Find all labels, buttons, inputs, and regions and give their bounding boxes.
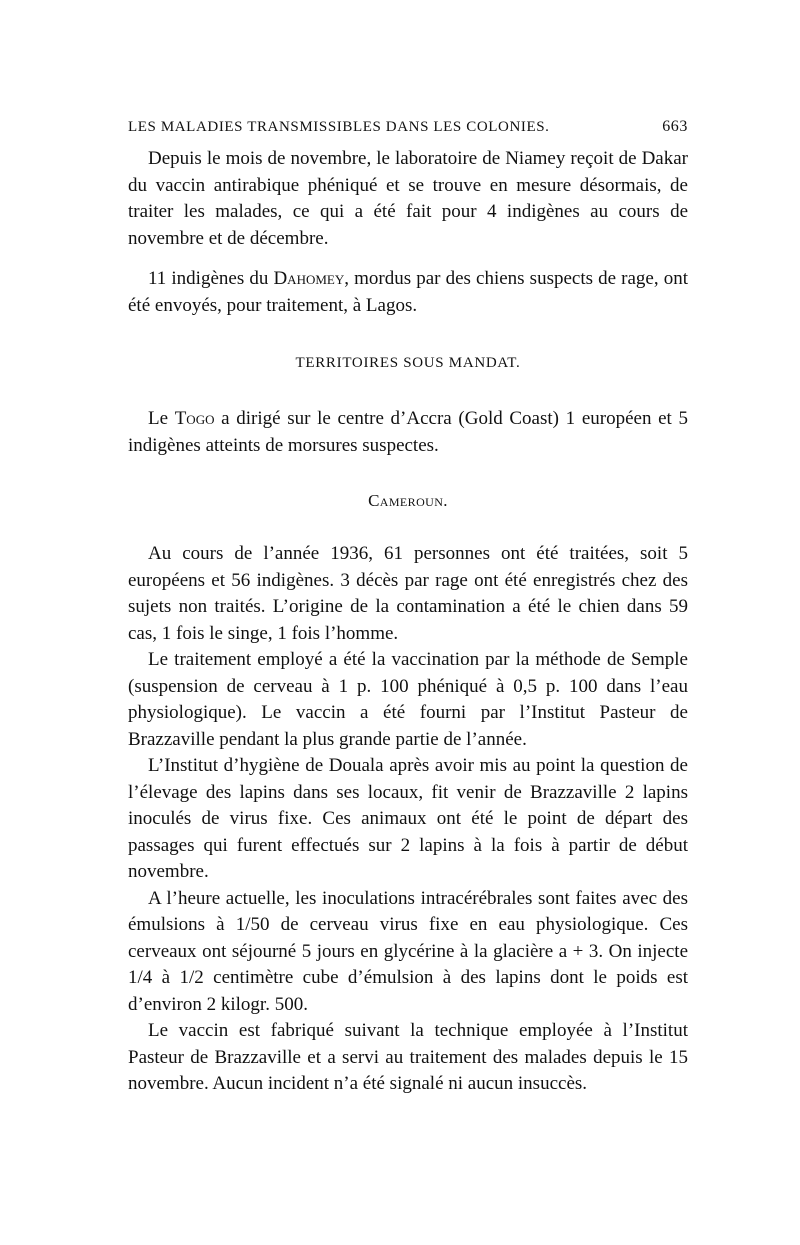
paragraph-dahomey — [128, 266, 688, 319]
dahomey-suffix: , mordus par des chiens suspects de rage, ont été envoyés, pour traitement, à Lagos. — [128, 268, 688, 316]
paragraph-togo — [128, 406, 688, 459]
paragraph-inoculations: A l’heure actuelle, les inoculations intracérébrales sont faites avec des émulsions à 1/50 de cerveau virus fixe en eau physiologique. Ces cerveaux ont séjourné 5 jours en glycérine à la glacière a + 3. On injecte 1/4 à 1/2 centimètre cube d’émulsion à des lapins dont le poids est d’environ 2 kilogr. 500. — [128, 887, 688, 1015]
togo-suffix: a dirigé sur le centre d’Accra (Gold Coast) 1 européen et 5 indigènes atteints de morsures suspectes. — [128, 408, 688, 456]
dahomey-name: Dahomey — [273, 268, 345, 289]
togo-prefix: Le — [148, 408, 175, 429]
section-heading-territoires: TERRITOIRES SOUS MANDAT. — [295, 355, 521, 371]
dahomey-prefix: 11 indigènes du — [148, 268, 274, 289]
paragraph-cameroun-1936: Au cours de l’année 1936, 61 personnes ont été traitées, soit 5 européens et 56 indigènes. 3 décès par rage ont été enregistrés chez des sujets non traités. L’origine de la contamination a été le chien dans 59 cas, 1 fois le singe, 1 fois l’homme. — [128, 543, 688, 644]
paragraph-vaccin: Le vaccin est fabriqué suivant la technique employée à l’Institut Pasteur de Brazzaville et a servi au traitement des malades depuis le 15 novembre. Aucun incident n’a été signalé ni aucun insuccès. — [128, 1020, 688, 1094]
page-number: 663 — [662, 118, 688, 135]
section-heading-cameroun: Cameroun. — [368, 491, 448, 510]
paragraph-niamey: Depuis le mois de novembre, le laboratoire de Niamey reçoit de Dakar du vaccin antirabique phéniqué et se trouve en mesure désormais, de traiter les malades, ce qui a été fait pour 4 indigènes au cours de novembre et de décembre. — [128, 148, 688, 249]
running-header — [128, 118, 688, 136]
document-page — [128, 118, 688, 1098]
paragraph-institut-douala: L’Institut d’hygiène de Douala après avoir mis au point la question de l’élevage des lapins dans ses locaux, fit venir de Brazzaville 2 lapins inoculés de virus fixe. Ces animaux ont été le point de départ des passages qui furent effectués sur 2 lapins à la fois à partir de début novembre. — [128, 755, 688, 882]
togo-name: Togo — [174, 408, 215, 429]
running-title: LES MALADIES TRANSMISSIBLES DANS LES COLONIES. — [128, 119, 550, 135]
paragraph-traitement: Le traitement employé a été la vaccination par la méthode de Semple (suspension de cerveau à 1 p. 100 phéniqué à 0,5 p. 100 dans l’eau physiologique). Le vaccin a été fourni par l’Institut Pasteur de Brazzaville pendant la plus grande partie de l’année. — [128, 649, 688, 750]
